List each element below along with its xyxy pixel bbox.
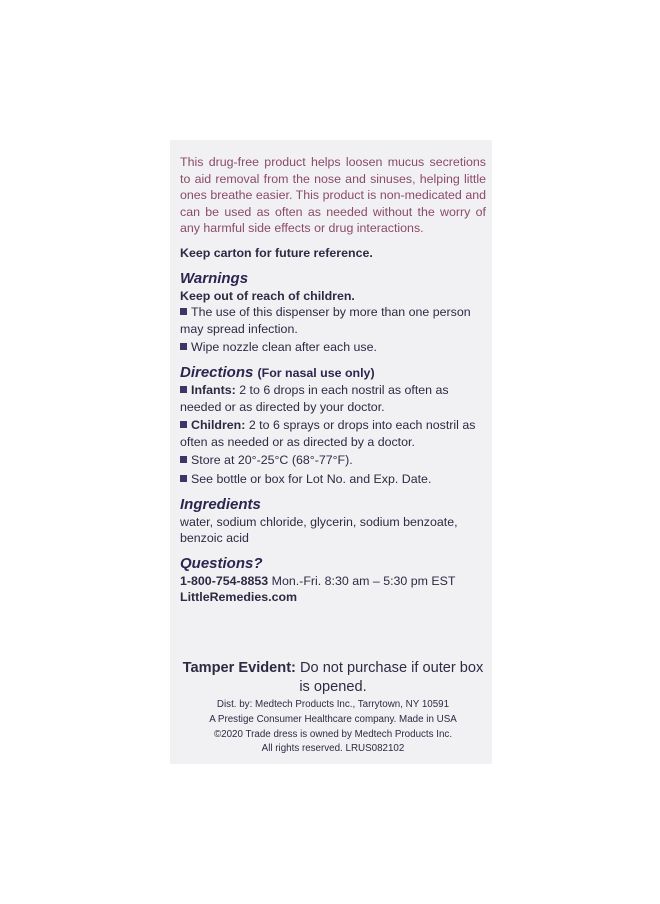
bullet-icon [180,456,187,463]
dist-line: ©2020 Trade dress is owned by Medtech Products Inc. [213,728,453,740]
dist-line: Dist. by: Medtech Products Inc., Tarrytown, NY 10591 [216,699,450,710]
distribution-info [180,698,486,757]
warnings-lead: Keep out of reach of children. [180,288,355,303]
directions-heading: Directions (For nasal use only) [180,363,375,381]
dist-line: All rights reserved. LRUS082102 [261,743,405,755]
phone-number: 1-800-754-8853 [180,573,269,588]
dist-line: A Prestige Consumer Healthcare company. Made in USA [209,713,457,725]
tamper-evident-notice [180,659,486,697]
bullet-icon [180,308,187,315]
office-hours: Mon.-Fri. 8:30 am – 5:30 pm EST [271,573,456,588]
directions-infants: Infants: 2 to 6 drops in each nostril as often as needed or as directed by your doctor. [180,382,449,414]
warning-item: Wipe nozzle clean after each use. [180,339,486,356]
warnings-heading: Warnings [180,269,249,287]
bullet-icon [180,475,187,482]
ingredients-heading: Ingredients [180,495,261,513]
label-content [180,154,486,606]
bullet-icon [180,421,187,428]
website-link: LittleRemedies.com [180,590,298,605]
bullet-icon [180,386,187,393]
keep-carton-note: Keep carton for future reference. [180,245,373,260]
directions-children: Children: 2 to 6 sprays or drops into each nostril as often as needed or as directed by a doctor. [180,418,476,449]
directions-lot: See bottle or box for Lot No. and Exp. Date. [180,471,486,488]
bullet-icon [180,343,187,350]
warning-item: The use of this dispenser by more than one person may spread infection. [180,305,471,336]
questions-phone-line [180,573,486,590]
directions-subtitle: (For nasal use only) [257,365,375,380]
tamper-label: Tamper Evident: [182,660,296,676]
tamper-text: Do not purchase if outer box is opened. [299,660,484,695]
directions-store: Store at 20°-25°C (68°-77°F). [180,452,486,469]
ingredients-text: water, sodium chloride, glycerin, sodium benzoate, benzoic acid [180,514,458,546]
questions-heading: Questions? [180,554,263,572]
intro-paragraph: This drug-free product helps loosen mucus secretions to aid removal from the nose and sinuses, helping little ones breathe easier. This product is non-medicated and can be used as often as needed without the worry of any harmful side effects or drug interactions. [180,155,486,236]
